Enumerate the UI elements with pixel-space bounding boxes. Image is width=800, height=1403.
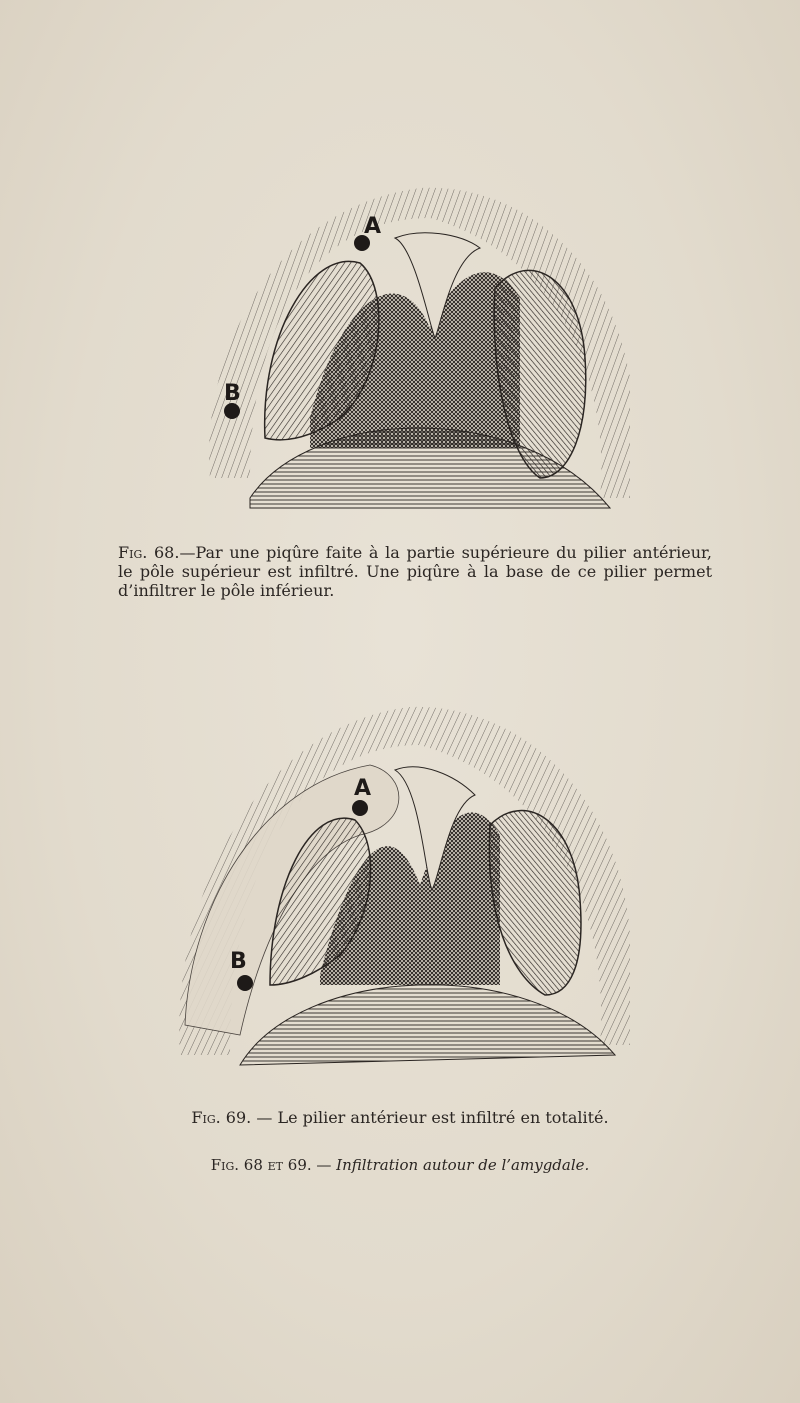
figure-69-drawing [170,695,640,1090]
figure-68-drawing [190,178,640,528]
point-a-label: A [354,776,372,801]
point-b-label: B [224,381,241,406]
combined-caption-text: Infiltration autour de l’amygdale. [336,1156,590,1174]
combined-caption-prefix: Fig. 68 et 69. [210,1156,312,1174]
figure-69-caption [0,1108,800,1127]
figure-68-illustration [190,178,640,528]
point-b-label: B [230,949,247,974]
point-a-marker [352,800,368,816]
figure-69-illustration [170,695,640,1090]
figure-68-caption-text: —Par une piqûre faite à la partie supérieure du pilier antérieur, le pôle supérieur est infiltré. Une piqûre à la base de ce pilier permet d’infiltrer le pôle inférieur. [118,543,712,600]
figure-68-caption [118,543,712,600]
point-b-marker [237,975,253,991]
figure-68-caption-prefix: Fig. 68. [118,543,180,562]
figure-69-caption-text: — Le pilier antérieur est infiltré en totalité. [251,1108,609,1127]
point-a-label: A [364,214,382,239]
figure-69-caption-prefix: Fig. 69. [191,1108,252,1127]
combined-caption [0,1156,800,1175]
combined-caption-separator: — [311,1156,337,1174]
